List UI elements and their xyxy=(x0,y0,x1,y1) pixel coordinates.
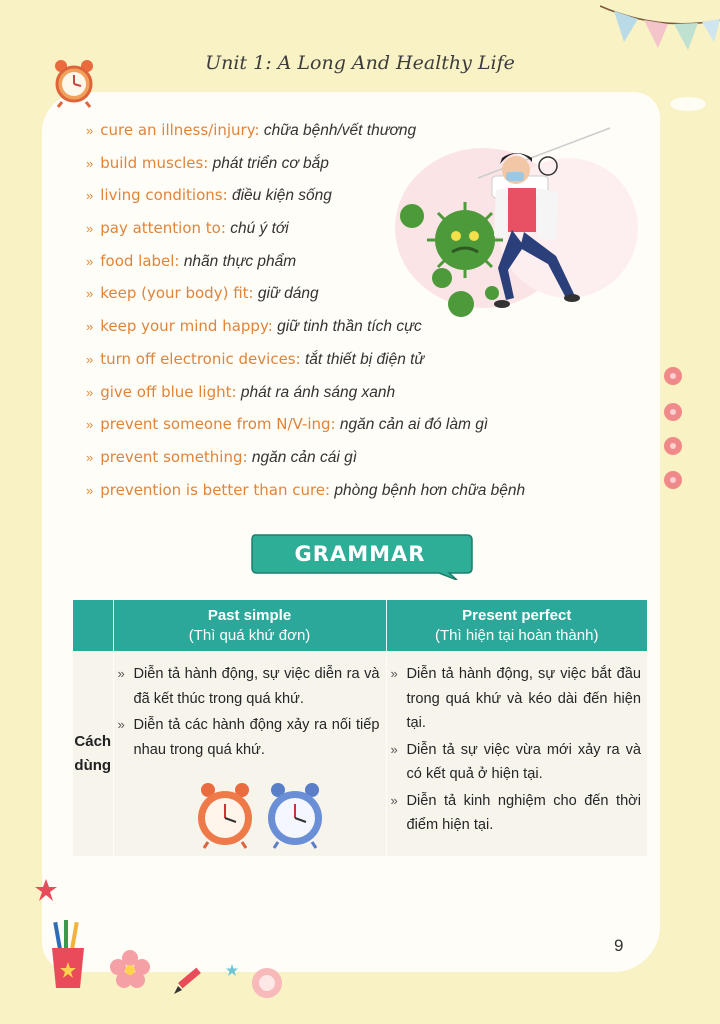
cloud-icon xyxy=(668,92,708,112)
grammar-heading: GRAMMAR xyxy=(294,542,426,566)
vocab-meaning: chữa bệnh/vết thương xyxy=(263,122,417,139)
vocab-term: give off blue light: xyxy=(100,382,237,401)
vocab-item: » turn off electronic devices: tắt thiết bị điện tử xyxy=(86,349,425,368)
flower-icon xyxy=(110,950,150,996)
vocab-item: » prevention is better than cure: phòng bệnh hơn chữa bệnh xyxy=(86,480,526,499)
vocab-item: » keep (your body) fit: giữ dáng xyxy=(86,284,319,303)
vocab-term: prevent someone from N/V-ing: xyxy=(100,415,336,434)
table-header-row xyxy=(73,600,647,651)
page-number: 9 xyxy=(614,936,624,955)
vocab-item: » prevent something: ngăn cản cái gì xyxy=(86,447,358,466)
vocab-meaning: phát ra ánh sáng xanh xyxy=(240,383,396,401)
vocab-term: keep your mind happy: xyxy=(100,317,273,336)
vocab-item: » give off blue light: phát ra ánh sáng xanh xyxy=(86,382,396,401)
table-header-present-perfect xyxy=(386,600,647,651)
use-text: Diễn tả các hành động xảy ra nối tiếp nhau trong quá khứ. xyxy=(133,717,380,758)
virus-illustration xyxy=(388,118,650,330)
vocab-term: turn off electronic devices: xyxy=(100,349,301,368)
vocab-item: » living conditions: điều kiện sống xyxy=(86,186,332,205)
list-item: » Diễn tả sự việc vừa mới xảy ra và có kết quả ở hiện tại. xyxy=(390,741,641,782)
vocab-item: » keep your mind happy: giữ tinh thần tích cực xyxy=(86,317,422,336)
vocab-meaning: ngăn cản ai đó làm gì xyxy=(339,416,489,434)
vocab-term: pay attention to: xyxy=(100,219,226,238)
use-text: Diễn tả hành động, sự việc diễn ra và đã kết thúc trong quá khứ. xyxy=(133,666,380,707)
vocab-term: prevention is better than cure: xyxy=(100,480,331,499)
alarm-clocks-icon xyxy=(190,782,330,850)
column-title: Past simple xyxy=(207,606,292,624)
vocab-meaning: phát triển cơ bắp xyxy=(212,154,329,172)
table-row xyxy=(73,651,647,856)
vocab-term: keep (your body) fit: xyxy=(100,284,254,303)
column-subtitle: (Thì hiện tại hoàn thành) xyxy=(435,626,599,644)
list-item: » Diễn tả hành động, sự việc diễn ra và đã kết thúc trong quá khứ. xyxy=(117,666,380,707)
vocab-meaning: chú ý tới xyxy=(230,220,289,238)
vocab-item: » prevent someone from N/V-ing: ngăn cản ai đó làm gì xyxy=(86,415,489,434)
use-text: Diễn tả sự việc vừa mới xảy ra và có kết quả ở hiện tại. xyxy=(406,741,641,782)
bunting-icon xyxy=(600,0,720,60)
vocab-meaning: ngăn cản cái gì xyxy=(251,448,358,466)
vocab-meaning: tắt thiết bị điện tử xyxy=(305,350,425,368)
unit-title: Unit 1: A Long And Healthy Life xyxy=(205,52,515,74)
vocab-item: » cure an illness/injury: chữa bệnh/vết thương xyxy=(86,121,417,139)
present-perfect-cell xyxy=(386,651,647,856)
pencil-cup-icon xyxy=(46,918,90,990)
row-label-line: dùng xyxy=(74,756,112,774)
pencil-icon xyxy=(172,962,206,996)
vocab-item: » pay attention to: chú ý tới xyxy=(86,219,289,238)
vocab-meaning: phòng bệnh hơn chữa bệnh xyxy=(334,481,526,499)
flower-icon xyxy=(250,966,284,1000)
flower-icon xyxy=(660,366,686,496)
vocab-term: food label: xyxy=(100,251,180,270)
column-title: Present perfect xyxy=(462,606,572,624)
vocab-term: living conditions: xyxy=(100,186,228,205)
use-text: Diễn tả hành động, sự việc bắt đầu trong quá khứ và kéo dài đến hiện tại. xyxy=(406,666,641,731)
vocab-term: prevent something: xyxy=(100,447,248,466)
list-item: » Diễn tả các hành động xảy ra nối tiếp nhau trong quá khứ. xyxy=(117,717,380,758)
list-item: » Diễn tả hành động, sự việc bắt đầu trong quá khứ và kéo dài đến hiện tại. xyxy=(390,666,641,731)
vocab-meaning: nhãn thực phẩm xyxy=(183,252,297,270)
vocab-item: » food label: nhãn thực phẩm xyxy=(86,251,297,270)
present-perfect-uses xyxy=(387,651,648,838)
vocab-meaning: điều kiện sống xyxy=(231,187,332,205)
grammar-table xyxy=(73,600,647,856)
row-label-line: Cách xyxy=(74,732,112,750)
vocab-meaning: giữ tinh thần tích cực xyxy=(277,318,422,336)
vocab-term: build muscles: xyxy=(100,153,209,172)
vocab-meaning: giữ dáng xyxy=(257,285,319,303)
vocab-item: » build muscles: phát triển cơ bắp xyxy=(86,153,329,172)
table-header-empty xyxy=(73,600,113,651)
table-header-past-simple xyxy=(113,600,386,651)
star-icon xyxy=(34,878,58,902)
use-text: Diễn tả kinh nghiệm cho đến thời điểm hiện tại. xyxy=(406,792,641,833)
vocab-term: cure an illness/injury: xyxy=(100,121,260,139)
past-simple-uses xyxy=(114,651,386,762)
star-icon xyxy=(226,964,238,976)
list-item: » Diễn tả kinh nghiệm cho đến thời điểm hiện tại. xyxy=(390,792,641,833)
column-subtitle: (Thì quá khứ đơn) xyxy=(188,626,311,644)
row-label-cell xyxy=(73,651,113,856)
